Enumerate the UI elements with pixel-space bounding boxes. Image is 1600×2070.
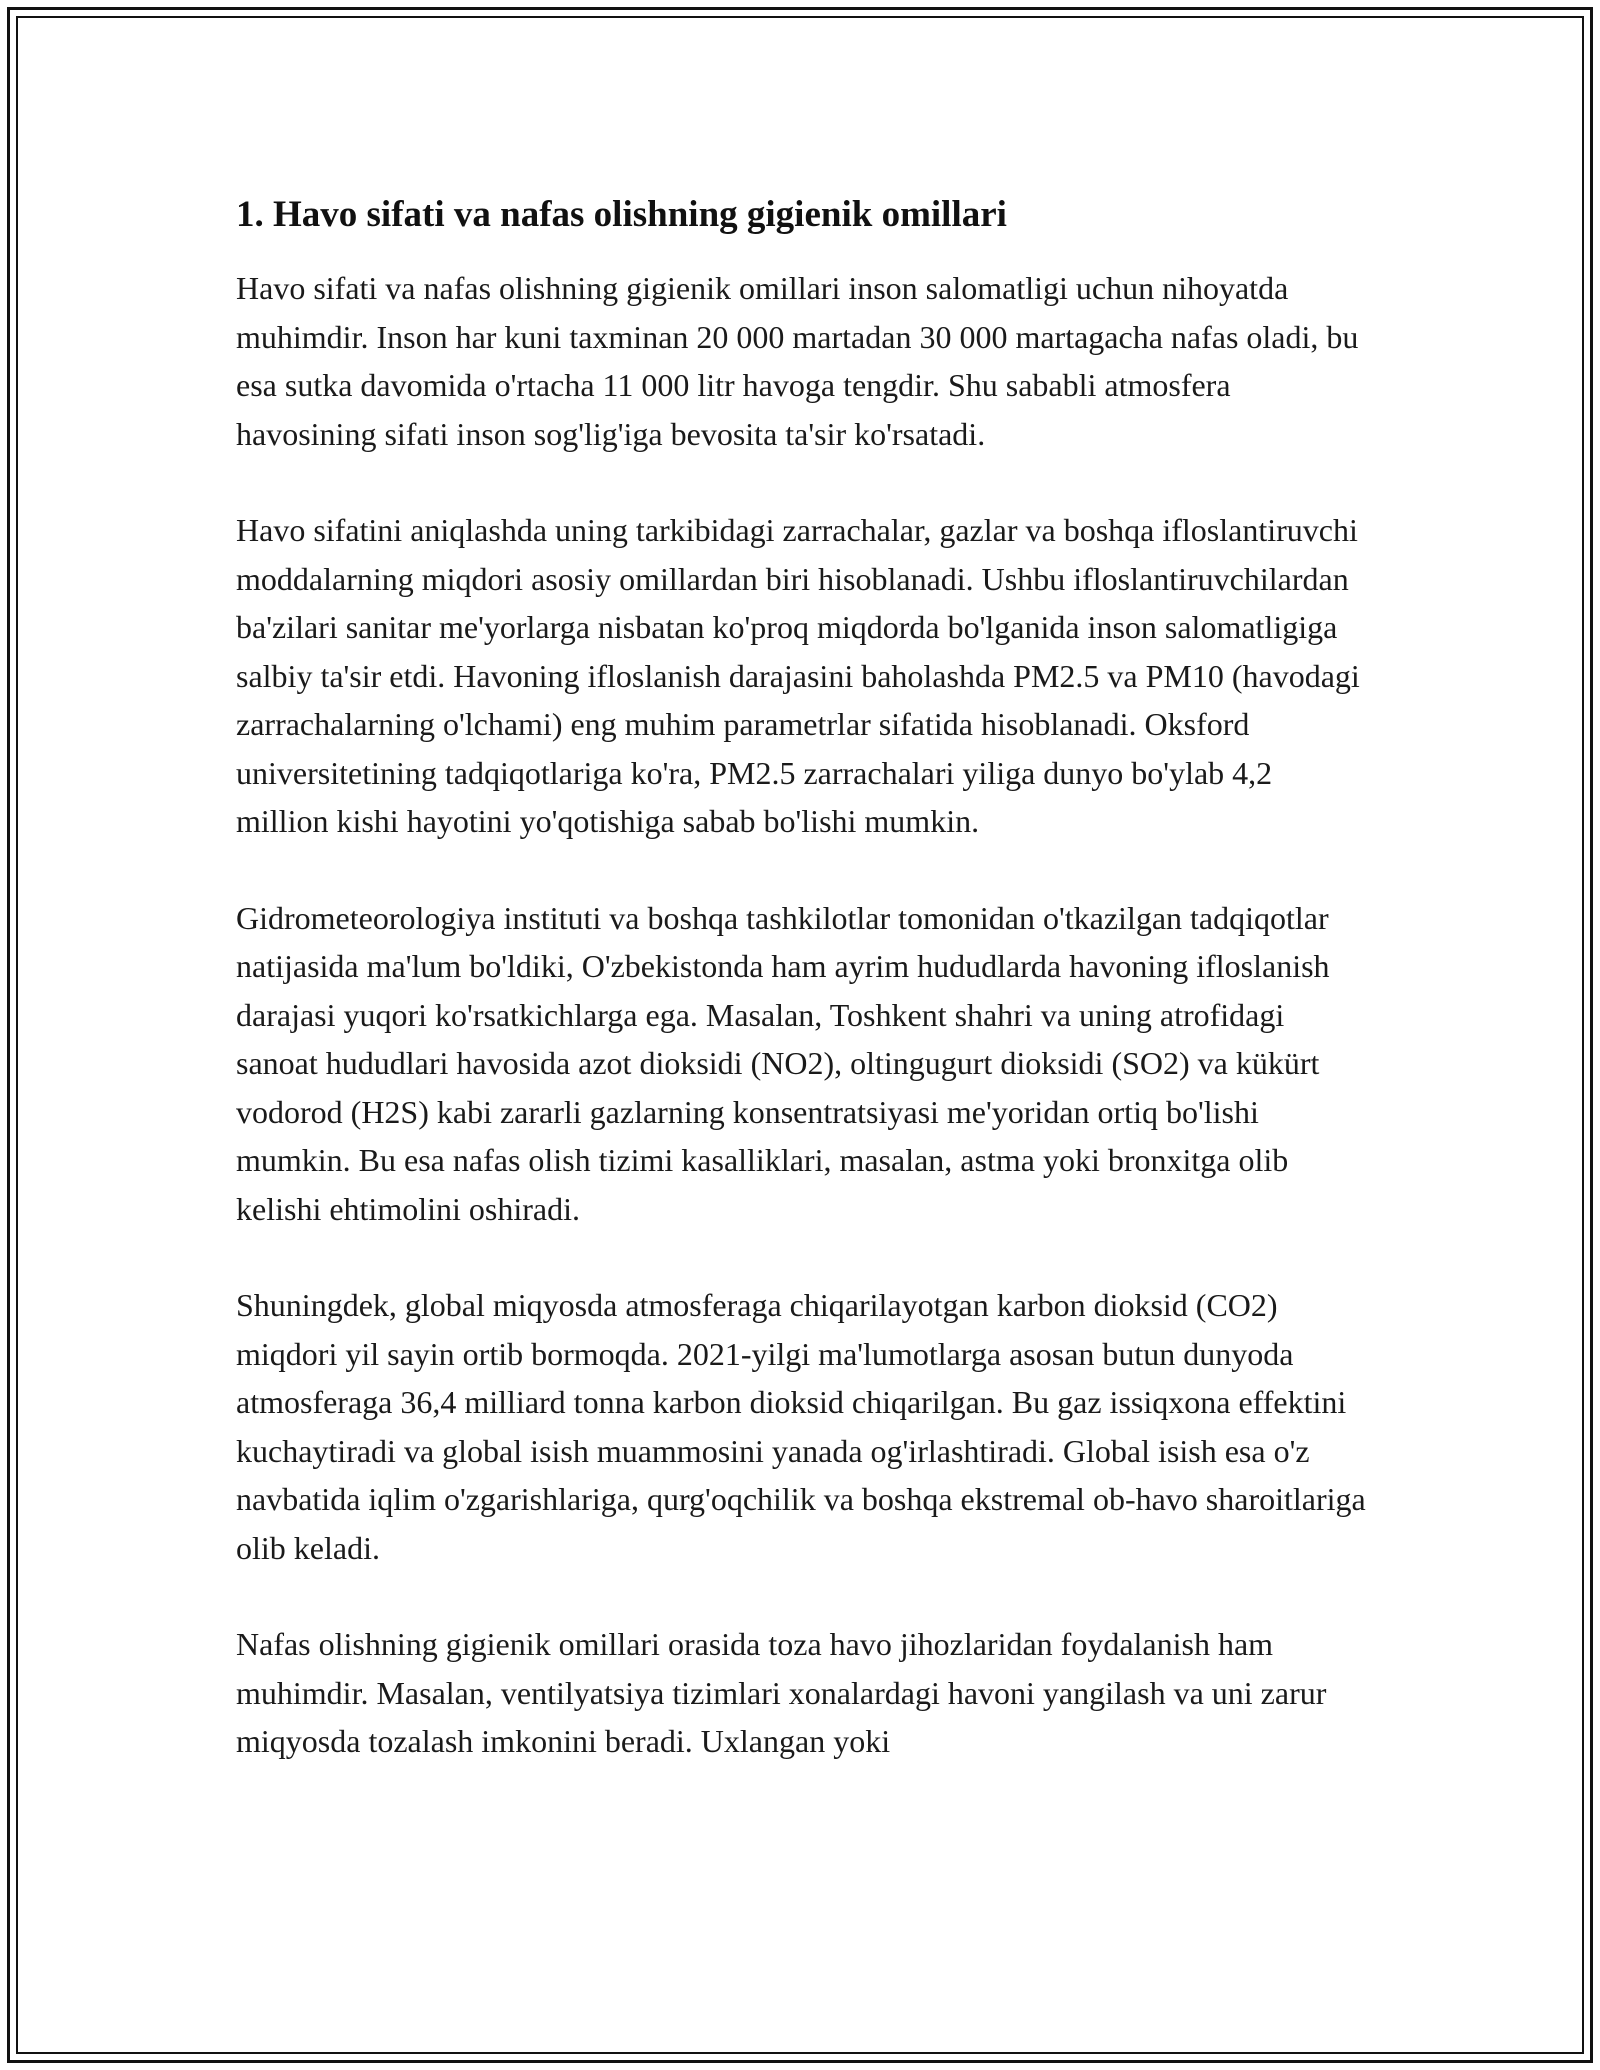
paragraph-1: Havo sifati va nafas olishning gigienik omillari inson salomatligi uchun nihoyatda muhimdir. Inson har kuni taxminan 20 000 martadan 30 000 martagacha nafas oladi, bu esa sutka davomida o'rtacha 11 000 litr havoga tengdir. Shu sababli atmosfera havosining sifati inson sog'lig'iga bevosita ta'sir ko'rsatadi. bbox=[236, 270, 1359, 452]
document-page bbox=[236, 190, 1366, 1814]
paragraph-3: Gidrometeorologiya instituti va boshqa tashkilotlar tomonidan o'tkazilgan tadqiqotlar natijasida ma'lum bo'ldiki, O'zbekistonda ham ayrim hududlarda havoning ifloslanish darajasi yuqori ko'rsatkichlarga ega. Masalan, Toshkent shahri va uning atrofidagi sanoat hududlari havosida azot dioksidi (NO2), oltingugurt dioksidi (SO2) va kükürt vodorod (H2S) kabi zararli gazlarning konsentratsiyasi me'yoridan ortiq bo'lishi mumkin. Bu esa nafas olish tizimi kasalliklari, masalan, astma yoki bronxitga olib kelishi ehtimolini oshiradi. bbox=[236, 899, 1330, 1227]
section-heading: 1. Havo sifati va nafas olishning gigienik omillari bbox=[236, 194, 1007, 235]
paragraph-5: Nafas olishning gigienik omillari orasida toza havo jihozlaridan foydalanish ham muhimdir. Masalan, ventilyatsiya tizimlari xonalardagi havoni yangilash va uni zarur miqyosda tozalash imkonini beradi. Uxlangan yoki bbox=[236, 1626, 1327, 1759]
paragraph-4: Shuningdek, global miqyosda atmosferaga chiqarilayotgan karbon dioksid (CO2) miqdori yil sayin ortib bormoqda. 2021-yilgi ma'lumotlarga asosan butun dunyoda atmosferaga 36,4 milliard tonna karbon dioksid chiqarilgan. Bu gaz issiqxona effektini kuchaytiradi va global isish muammosini yanada og'irlashtiradi. Global isish esa o'z navbatida iqlim o'zgarishlariga, qurg'oqchilik va boshqa ekstremal ob-havo sharoitlariga olib keladi. bbox=[236, 1287, 1366, 1566]
paragraph-2: Havo sifatini aniqlashda uning tarkibidagi zarrachalar, gazlar va boshqa ifloslantiruvchi moddalarning miqdori asosiy omillardan biri hisoblanadi. Ushbu ifloslantiruvchilardan ba'zilari sanitar me'yorlarga nisbatan ko'proq miqdorda bo'lganida inson salomatligiga salbiy ta'sir etdi. Havoning ifloslanish darajasini baholashda PM2.5 va PM10 (havodagi zarrachalarning o'lchami) eng muhim parametrlar sifatida hisoblanadi. Oksford universitetining tadqiqotlariga ko'ra, PM2.5 zarrachalari yiliga dunyo bo'ylab 4,2 million kishi hayotini yo'qotishiga sabab bo'lishi mumkin. bbox=[236, 512, 1360, 839]
